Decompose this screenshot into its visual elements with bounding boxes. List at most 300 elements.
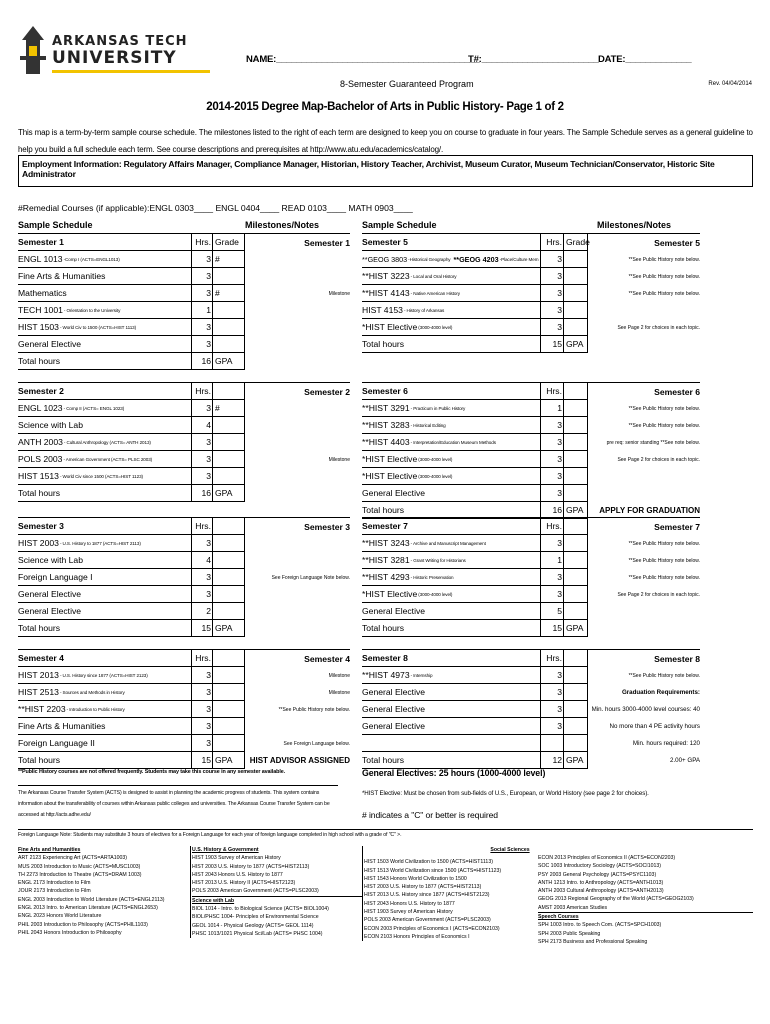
grade-input[interactable] (212, 535, 244, 552)
milestone-note: See Page 2 for choices in each topic. (587, 586, 700, 603)
course-name (18, 434, 191, 451)
course-name (18, 285, 191, 302)
semester-title: Semester 2 (18, 386, 64, 396)
milestone-note (587, 620, 700, 637)
course-description: - Introduction to Public History (66, 706, 125, 712)
footer-course-item: HIST 1513 World Civilization since 1500 (ACTS=HIST1123) (364, 867, 502, 874)
footer-course-item: GEOL 1014 - Physical Geology (ACTS= GEOL 1114) (192, 922, 314, 929)
semester-title: Semester 5 (362, 237, 408, 247)
course-code: **HIST 3281 (362, 555, 410, 565)
semester-label-right: Semester 7 (587, 518, 700, 535)
grade-input[interactable] (563, 451, 587, 468)
milestone-note (587, 302, 700, 319)
footer-social-sciences (362, 846, 536, 941)
course-name (362, 569, 540, 586)
hours-value: 12 (540, 752, 563, 769)
course-description: - Comp II (ACTS= ENGL 1023) (63, 405, 125, 411)
grade-input[interactable]: # (212, 285, 244, 302)
course-row (18, 684, 350, 701)
semester-name (362, 383, 540, 400)
footer-course-item: ENGL 2013 Intro. to American Literature (ACTS=ENGL2653) (18, 905, 158, 912)
grade-input[interactable] (563, 552, 587, 569)
milestone-note: No more than 4 PE activity hours (587, 718, 700, 735)
semester-block-semester-4 (18, 649, 350, 765)
course-row (362, 268, 700, 285)
grade-header (563, 650, 587, 667)
course-name (18, 735, 191, 752)
milestone-note (244, 336, 350, 353)
milestone-note: Milestone (244, 285, 350, 302)
course-row (18, 468, 350, 485)
course-row (18, 620, 350, 637)
grade-input[interactable] (563, 417, 587, 434)
grade-input[interactable] (212, 735, 244, 752)
course-description: - Historical Editing (410, 422, 446, 428)
course-row (362, 451, 700, 468)
semester-block-semester-6 (362, 382, 700, 515)
course-row (362, 400, 700, 417)
hours-value: 16 (540, 502, 563, 519)
hours-value: 16 (191, 485, 212, 502)
semester-name (18, 518, 191, 535)
grade-input[interactable] (212, 684, 244, 701)
hours-value: 3 (540, 535, 563, 552)
course-name (362, 586, 540, 603)
course-row (362, 735, 700, 752)
grade-input[interactable] (563, 667, 587, 684)
footer-course-item: AMST 2003 American Studies (538, 904, 608, 911)
course-row (362, 417, 700, 434)
milestone-note (244, 620, 350, 637)
milestone-note: **See Public History note below. (587, 569, 700, 586)
course-row (362, 752, 700, 769)
course-row (362, 718, 700, 735)
hours-value: 4 (191, 417, 212, 434)
course-code-alt: **GEOG 4203 (453, 254, 499, 264)
course-description: - World Civ since 1500 (ACTS=HIST 1123) (59, 473, 143, 479)
footer-course-item: PHSC 1013/1021 Physical Sci/Lab (ACTS= PHSC 1004) (192, 930, 323, 937)
semester-name (18, 650, 191, 667)
course-row (362, 667, 700, 684)
course-row (362, 569, 700, 586)
footer-course-item: SPH 2003 Public Speaking (538, 930, 601, 937)
hours-value: 3 (540, 468, 563, 485)
hours-header: Hrs. (540, 650, 563, 667)
hours-value: 15 (540, 620, 563, 637)
course-row (362, 468, 700, 485)
course-code: HIST 2013 (18, 670, 59, 680)
logo-underline (52, 70, 210, 73)
milestone-note: pre req: senior standing **See note below. (587, 434, 700, 451)
grade-input[interactable] (563, 302, 587, 319)
grade-input[interactable] (563, 285, 587, 302)
milestone-note: **See Public History note below. (587, 268, 700, 285)
hours-value: 3 (191, 535, 212, 552)
milestone-note (244, 434, 350, 451)
course-code: *HIST Elective (362, 454, 418, 464)
course-description: (3000-4000 level) (418, 456, 453, 462)
course-code: Science with Lab (18, 555, 83, 565)
course-name (362, 451, 540, 468)
footer-course-item: ANTH 1213 Intro. to Anthropology (ACTS=ANTH1013) (538, 879, 664, 886)
program-label: 8-Semester Guaranteed Program (340, 79, 474, 89)
public-history-note: **Public History courses are not offered frequently. Students may take this course in any semester available. (18, 769, 286, 775)
hours-value: 3 (540, 451, 563, 468)
course-name (18, 569, 191, 586)
course-name (362, 735, 540, 752)
course-code: General Elective (18, 339, 82, 349)
course-name (18, 417, 191, 434)
total-hours-label: Total hours (18, 488, 61, 498)
grade-input[interactable] (212, 718, 244, 735)
grade-input[interactable] (563, 586, 587, 603)
grade-input[interactable] (212, 468, 244, 485)
course-code: ENGL 1023 (18, 403, 63, 413)
footer-course-item: SPH 2173 Business and Professional Speaking (538, 938, 648, 945)
milestone-note (244, 718, 350, 735)
footer-course-item: HIST 2043 Honors U.S. History to 1877 (364, 900, 455, 907)
milestone-note: See Page 2 for choices in each topic. (587, 451, 700, 468)
grade-input[interactable]: GPA (563, 752, 587, 769)
grade-input[interactable]: GPA (212, 752, 244, 769)
semester-header-row (18, 383, 350, 400)
hours-value: 3 (191, 684, 212, 701)
milestone-note (244, 535, 350, 552)
grade-input[interactable] (563, 701, 587, 718)
footer-course-item: HIST 1503 World Civilization to 1500 (ACTS=HIST1113) (364, 859, 493, 866)
course-description: - Local and Oral History (410, 273, 457, 279)
semester-label-right: Semester 5 (587, 234, 700, 251)
course-name (362, 468, 540, 485)
grade-input[interactable] (212, 302, 244, 319)
course-name (362, 319, 540, 336)
milestone-note: **See Public History note below. (587, 667, 700, 684)
course-code: **HIST 4293 (362, 572, 410, 582)
milestone-note (244, 552, 350, 569)
footer-course-item: SOC 1003 Introductory Sociology (ACTS=SOCI1013) (538, 863, 661, 870)
course-description: - Cultural Anthropology (ACTS= ANTH 2013) (63, 439, 151, 445)
course-name (362, 752, 540, 769)
course-row (18, 552, 350, 569)
course-row (362, 701, 700, 718)
grade-input[interactable] (212, 336, 244, 353)
hours-header: Hrs. (191, 518, 212, 535)
grade-input[interactable] (563, 434, 587, 451)
footer-course-item: ART 2123 Experiencing Art (ACTS=ARTA1003) (18, 855, 128, 862)
milestone-note (244, 319, 350, 336)
hours-value: 3 (191, 434, 212, 451)
semester-label-right: Semester 6 (587, 383, 700, 400)
hours-value: 15 (191, 752, 212, 769)
milestone-note (587, 485, 700, 502)
footer-course-item: MUS 2003 Introduction to Music (ACTS=MUSC1003) (18, 863, 141, 870)
hours-header: Hrs. (191, 234, 212, 251)
course-row (18, 485, 350, 502)
course-row (18, 400, 350, 417)
course-description: - U.S. History since 1877 (ACTS=HIST 2123) (59, 672, 148, 678)
course-code: General Elective (18, 606, 82, 616)
course-code: *HIST Elective (362, 589, 418, 599)
grade-input[interactable] (563, 535, 587, 552)
grade-header (212, 518, 244, 535)
course-description: - Archive and Manuscript Management (410, 540, 486, 546)
footer-course-item: ECON 2103 Honors Principles of Economics I (364, 933, 470, 940)
hours-value: 3 (191, 718, 212, 735)
course-code: Science with Lab (18, 420, 83, 430)
milestone-note (244, 268, 350, 285)
course-row (362, 552, 700, 569)
intro-paragraph: This map is a term-by-term sample course schedule. The milestones listed to the right of each term are designed to keep you on course to graduate in four years. The Sample Schedule serves as a general guideline to help you build a full schedule each term. See course descriptions and prerequisites at http://www.atu.edu/academics/catalog/. (18, 128, 753, 154)
grade-input[interactable] (563, 485, 587, 502)
course-name (18, 468, 191, 485)
course-name (362, 718, 540, 735)
course-row (18, 667, 350, 684)
semester-block-semester-3 (18, 517, 350, 633)
grade-header (212, 383, 244, 400)
grade-input[interactable] (563, 251, 587, 268)
hours-value (540, 735, 563, 752)
remedial-courses: #Remedial Courses (if applicable):ENGL 0303____ ENGL 0404____ READ 0103____ MATH 0903____ (18, 203, 413, 213)
course-description: - Interpretation/Education Museum Methods (410, 439, 496, 445)
grade-input[interactable] (212, 586, 244, 603)
grade-input[interactable] (563, 569, 587, 586)
course-name (18, 667, 191, 684)
course-row (18, 353, 350, 370)
course-description: - History of Arkansas (403, 307, 445, 313)
grade-input[interactable] (212, 552, 244, 569)
hours-value: 15 (540, 336, 563, 353)
grade-input[interactable] (212, 701, 244, 718)
course-code: **GEOG 3803 (362, 254, 408, 264)
grade-input[interactable] (563, 684, 587, 701)
grade-input[interactable] (212, 417, 244, 434)
course-code: HIST 2513 (18, 687, 59, 697)
footer-course-item: ECON 2013 Principles of Economics II (ACTS=ECON2203) (538, 855, 676, 861)
footer-course-item: HIST 1543 Honors World Civilization to 1500 (364, 875, 467, 882)
milestone-note: **See Public History note below. (587, 251, 700, 268)
course-row (18, 735, 350, 752)
hours-value: 3 (540, 251, 563, 268)
hours-value: 3 (540, 569, 563, 586)
grade-input[interactable]: # (212, 400, 244, 417)
milestone-note: 2.00+ GPA (587, 752, 700, 769)
course-name (362, 251, 540, 268)
course-name (18, 319, 191, 336)
course-row (362, 285, 700, 302)
milestone-note (244, 400, 350, 417)
milestone-note: HIST ADVISOR ASSIGNED (244, 752, 350, 769)
course-row (362, 684, 700, 701)
course-description: - U.S. History to 1877 (ACTS=HIST 2113) (59, 540, 141, 546)
hours-value: 3 (540, 434, 563, 451)
course-row (18, 417, 350, 434)
grade-input[interactable]: GPA (212, 353, 244, 370)
footer-course-item: HIST 2003 U.S. History to 1877 (ACTS=HIST2113) (364, 884, 482, 891)
course-name (362, 302, 540, 319)
milestone-note (244, 603, 350, 620)
milestone-note: **See Public History note below. (587, 535, 700, 552)
semester-header-row (362, 650, 700, 667)
course-code: General Elective (362, 721, 426, 731)
milestone-note (244, 468, 350, 485)
hours-header: Hrs. (540, 518, 563, 535)
semester-name (18, 234, 191, 251)
course-name (18, 353, 191, 370)
course-name (18, 302, 191, 319)
speech-heading: Speech Courses (538, 912, 753, 921)
grade-input[interactable] (563, 735, 587, 752)
grade-input[interactable] (563, 400, 587, 417)
course-code: HIST 1513 (18, 471, 59, 481)
course-name (362, 268, 540, 285)
sample-schedule-label-left: Sample Schedule (18, 220, 93, 230)
grade-input[interactable]: GPA (563, 620, 587, 637)
grade-input[interactable] (212, 319, 244, 336)
semester-title: Semester 7 (362, 521, 408, 531)
semester-title: Semester 3 (18, 521, 64, 531)
course-code: General Elective (18, 589, 82, 599)
milestone-note: **See Public History note below. (587, 285, 700, 302)
course-row (362, 586, 700, 603)
milestone-note (244, 251, 350, 268)
footer-course-item: ECON 2003 Principles of Economics I (ACTS=ECON2103) (364, 925, 500, 932)
course-code: **HIST 4403 (362, 437, 410, 447)
grade-input[interactable]: # (212, 251, 244, 268)
grade-input[interactable] (212, 451, 244, 468)
course-name (362, 552, 540, 569)
footer-course-item: HIST 2013 U.S. History II (ACTS=HIST2123) (192, 880, 296, 887)
grade-input[interactable] (563, 603, 587, 620)
course-code: *HIST Elective (362, 471, 418, 481)
course-code: HIST 4153 (362, 305, 403, 315)
course-code: Fine Arts & Humanities (18, 721, 106, 731)
grade-input[interactable] (563, 268, 587, 285)
course-name (362, 336, 540, 353)
course-code: HIST 1503 (18, 322, 59, 332)
logo-text-bottom: UNIVERSITY (52, 48, 177, 68)
course-code: Foreign Language II (18, 738, 95, 748)
course-name (18, 684, 191, 701)
hist-elective-note: *HIST Elective: Must be chosen from sub-fields of U.S., European, or World History (see page 2 for choices). (362, 790, 649, 797)
university-logo (18, 26, 204, 74)
grade-input[interactable] (563, 718, 587, 735)
course-code: HIST 2003 (18, 538, 59, 548)
course-name (18, 400, 191, 417)
hours-value: 3 (540, 485, 563, 502)
milestone-note: **See Public History note below. (587, 400, 700, 417)
grade-header: Grade (212, 234, 244, 251)
hours-header: Hrs. (540, 234, 563, 251)
course-code: POLS 2003 (18, 454, 63, 464)
footer-course-item: HIST 2003 U.S. History to 1877 (ACTS=HIST2113) (192, 863, 310, 870)
semester-label-right: Semester 4 (244, 650, 350, 667)
social-sciences-heading: Social Sciences (490, 847, 530, 853)
footer-course-item: ENGL 2173 Introduction to Film (18, 880, 91, 887)
total-hours-label: Total hours (362, 755, 405, 765)
grade-input[interactable] (212, 603, 244, 620)
semester-label-right: Semester 1 (244, 234, 350, 251)
date-field[interactable]: DATE:_____________ (598, 54, 692, 65)
course-name (362, 400, 540, 417)
course-row (362, 535, 700, 552)
grade-input[interactable]: GPA (563, 336, 587, 353)
course-name (18, 701, 191, 718)
footer-course-item: PHIL 2003 Introduction to Philosophy (ACTS=PHIL1103) (18, 921, 148, 928)
grade-header (563, 518, 587, 535)
grade-header (563, 383, 587, 400)
semester-block-semester-5 (362, 233, 700, 349)
total-hours-label: Total hours (18, 356, 61, 366)
hours-value: 3 (540, 684, 563, 701)
semester-title: Semester 6 (362, 386, 408, 396)
hours-value: 3 (191, 336, 212, 353)
course-description: - World Civ to 1500 (ACTS=HIST 1113) (59, 324, 137, 330)
grade-input[interactable] (563, 468, 587, 485)
hours-value: 3 (191, 735, 212, 752)
course-row (362, 434, 700, 451)
hours-value: 4 (191, 552, 212, 569)
course-row (362, 485, 700, 502)
course-row (18, 302, 350, 319)
semester-block-semester-7 (362, 517, 700, 633)
footer-course-item: TH 2273 Introduction to Theatre (ACTS=DRAM 1003) (18, 871, 142, 878)
grade-input[interactable]: GPA (212, 620, 244, 637)
semester-header-row (362, 518, 700, 535)
course-name (18, 251, 191, 268)
hours-value: 1 (540, 400, 563, 417)
course-row (362, 251, 700, 268)
total-hours-label: Total hours (18, 623, 61, 633)
milestone-note: Graduation Requirements: (587, 684, 700, 701)
grade-input[interactable] (563, 319, 587, 336)
footer-course-item: POLS 2003 American Government (ACTS=PLSC2003) (364, 917, 491, 924)
page-title: 2014-2015 Degree Map-Bachelor of Arts in Public History- Page 1 of 2 (206, 101, 564, 113)
grade-input[interactable]: GPA (563, 502, 587, 519)
hours-value: 3 (540, 718, 563, 735)
course-name (18, 552, 191, 569)
milestone-note: **See Public History note below. (587, 552, 700, 569)
milestones-label-right: Milestones/Notes (597, 220, 672, 230)
grade-input[interactable] (212, 434, 244, 451)
semester-label-right: Semester 2 (244, 383, 350, 400)
grade-input[interactable] (212, 569, 244, 586)
total-hours-label: Total hours (362, 505, 405, 515)
course-row (362, 620, 700, 637)
sample-schedule-label-right: Sample Schedule (362, 220, 437, 230)
name-field[interactable]: NAME:________________________________________ (246, 54, 480, 65)
footer-course-item: ANTH 2003 Cultural Anthropology (ACTS=ANTH2013) (538, 888, 664, 895)
science-lab-heading: Science with Lab (192, 896, 362, 905)
course-code: ANTH 2003 (18, 437, 63, 447)
milestone-note: **See Public History note below. (244, 701, 350, 718)
tnumber-field[interactable]: T#:_______________________ (468, 54, 599, 65)
course-code: TECH 1001 (18, 305, 63, 315)
semester-label-right: Semester 3 (244, 518, 350, 535)
course-row (18, 718, 350, 735)
grade-input[interactable]: GPA (212, 485, 244, 502)
general-electives-note: General Electives: 25 hours (1000-4000 level) (362, 768, 546, 778)
footer-course-item: HIST 1903 Survey of American History (364, 909, 453, 916)
semester-name (362, 518, 540, 535)
footer-course-item: HIST 1903 Survey of American History (192, 855, 281, 862)
footer-course-item: PHIL 2043 Honors Introduction to Philosophy (18, 929, 122, 936)
course-code: **HIST 3291 (362, 403, 410, 413)
semester-title: Semester 8 (362, 653, 408, 663)
grade-input[interactable] (212, 667, 244, 684)
course-description-alt: -Place/Culture Mem (499, 256, 539, 262)
semester-block-semester-1 (18, 233, 350, 366)
grade-input[interactable] (212, 268, 244, 285)
